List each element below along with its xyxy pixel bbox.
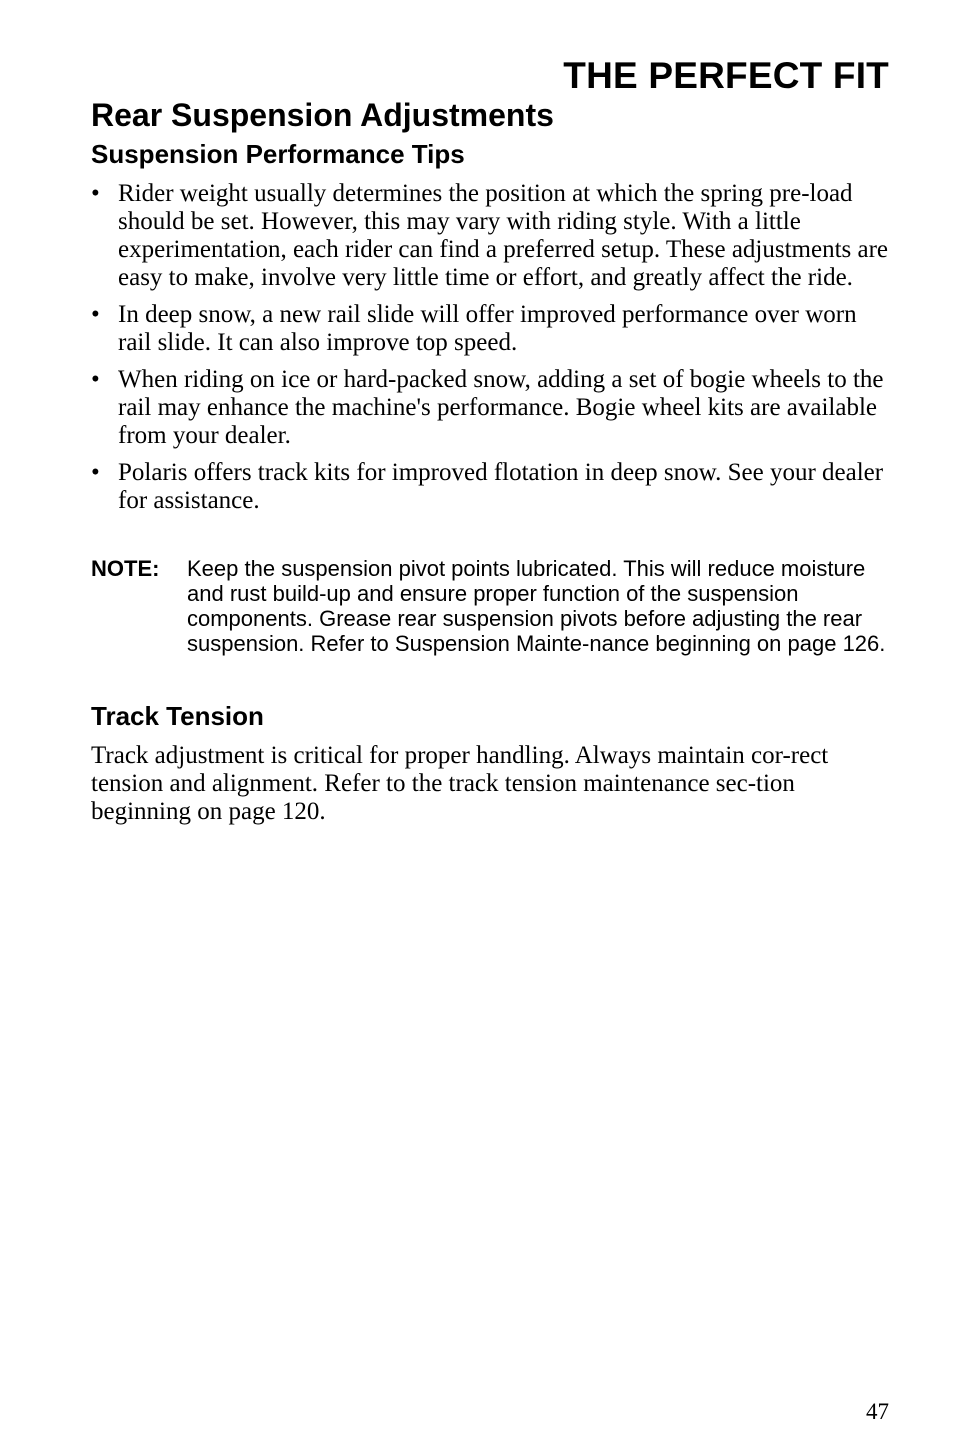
list-item (91, 459, 891, 515)
note-block (91, 556, 891, 656)
page-number: 47 (866, 1399, 889, 1424)
bullet-marker: • (91, 180, 100, 207)
chapter-title: THE PERFECT FIT (563, 55, 889, 96)
subsection-title-track-tension: Track Tension (91, 701, 264, 731)
bullet-marker: • (91, 459, 100, 486)
manual-page (91, 0, 891, 1454)
note-label: NOTE: (91, 556, 160, 581)
list-item-text: Rider weight usually determines the position at which the spring pre-load should be set. However, this may vary with riding style. With a little experimentation, each rider can find a preferred setup. These adjustments are easy to make, involve very little time or effort, and greatly affect the ride. (118, 180, 889, 291)
list-item-text: Polaris offers track kits for improved flotation in deep snow. See your dealer for assistance. (118, 459, 884, 514)
section-title: Rear Suspension Adjustments (91, 97, 554, 133)
list-item (91, 366, 891, 450)
list-item-text: When riding on ice or hard-packed snow, adding a set of bogie wheels to the rail may enhance the machine's performance. Bogie wheel kits are available from your dealer. (118, 366, 884, 449)
list-item-text: In deep snow, a new rail slide will offer improved performance over worn rail slide. It can also improve top speed. (118, 301, 857, 356)
note-text: Keep the suspension pivot points lubricated. This will reduce moisture and rust build-up and ensure proper function of the suspension components. Grease rear suspension pivots before adjusting the rear suspension. Refer to Suspension Mainte-nance beginning on page 126. (187, 556, 886, 656)
bullet-marker: • (91, 301, 100, 328)
subsection-title-performance-tips: Suspension Performance Tips (91, 139, 465, 169)
list-item (91, 301, 891, 357)
list-item (91, 180, 891, 292)
performance-tips-list (91, 180, 891, 524)
track-tension-paragraph: Track adjustment is critical for proper handling. Always maintain cor-rect tension and alignment. Refer to the track tension maintenance sec-tion beginning on page 120. (91, 742, 829, 825)
bullet-marker: • (91, 366, 100, 393)
